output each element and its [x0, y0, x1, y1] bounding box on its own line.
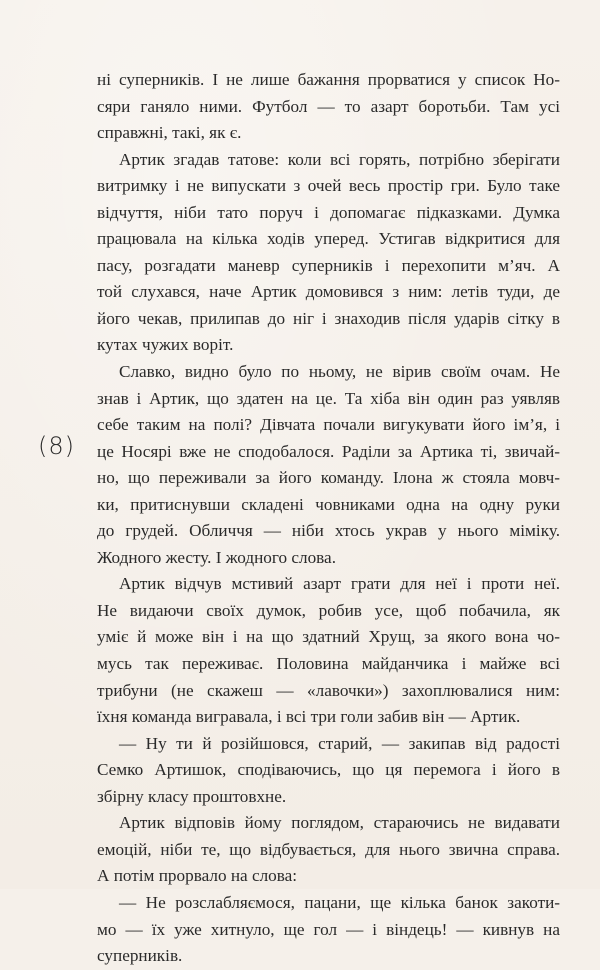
text-line: ні суперників. І не лише бажання прорватися у список Но-: [97, 70, 560, 89]
page-number: (8): [38, 432, 75, 460]
text-line: Артик відповів йому поглядом, стараючись не видавати: [119, 813, 560, 833]
text-line: збірну класу проштовхне.: [97, 786, 287, 806]
text-line: Не видаючи своїх думок, робив усе, щоб побачила, як: [97, 600, 560, 620]
text-line: кутах чужих воріт.: [97, 335, 234, 355]
text-line: його чекав, прилипав до ніг і знаходив після ударів сітку в: [97, 308, 560, 328]
text-line: Семко Артишок, сподіваючись, що ця перемога і його в: [97, 760, 560, 780]
text-line: — Ну ти й розійшовся, старий, — закипав від радості: [119, 733, 560, 753]
text-line: себе таким на полі? Дівчата почали вигукувати його ім’я, і: [97, 415, 560, 435]
text-line: Артик відчув мстивий азарт грати для неї і проти неї.: [119, 574, 560, 594]
body-text: [97, 67, 560, 970]
text-line: Славко, видно було по ньому, не вірив своїм очам. Не: [119, 362, 560, 382]
text-line: суперників.: [97, 946, 183, 966]
text-line: працювала на кілька ходів уперед. Устигав відкритися для: [97, 229, 560, 249]
text-line: до грудей. Обличчя — ніби хтось украв у нього міміку.: [97, 521, 560, 541]
text-line: Артик згадав татове: коли всі горять, потрібно зберігати: [119, 149, 560, 169]
text-line: трибуни (не скажеш — «лавочки») захоплювалися ним:: [97, 680, 560, 700]
text-line: — Не розслабляємося, пацани, ще кілька банок закоти-: [119, 892, 560, 912]
text-line: но, що переживали за його команду. Ілона ж стояла мовч-: [97, 468, 560, 488]
text-line: той слухався, наче Артик домовився з ним: летів туди, де: [97, 282, 560, 302]
text-line: емоцій, ніби те, що відбувається, для нього звична справа.: [97, 839, 560, 859]
text-line: А потім прорвало на слова:: [97, 866, 298, 886]
text-line: витримку і не випускати з очей весь простір гри. Було таке: [97, 176, 560, 196]
text-line: сяри ганяло ними. Футбол — то азарт боротьби. Там усі: [97, 96, 560, 116]
text-line: ки, притиснувши складені човниками одна на одну руки: [97, 494, 560, 514]
text-line: справжні, такі, як є.: [97, 123, 242, 143]
text-line: мусь так переживає. Половина майданчика і майже всі: [97, 654, 560, 674]
text-line: відчуття, ніби тато поруч і допомагає підказками. Думка: [97, 202, 560, 222]
text-line: мо — їх уже хитнуло, ще гол — і віндець! — кивнув на: [97, 919, 560, 939]
text-line: це Носярі вже не сподобалося. Раділи за Артика ті, звичай-: [97, 441, 560, 461]
text-line: знав і Артик, що здатен на це. Та хіба він один раз уявляв: [97, 388, 560, 408]
text-line: їхня команда вигравала, і всі три голи забив він — Артик.: [97, 707, 521, 727]
text-line: Жодного жесту. І жодного слова.: [97, 547, 336, 567]
text-line: уміє й може він і на що здатний Хрущ, за якого вона чо-: [97, 627, 560, 647]
text-line: пасу, розгадати маневр суперників і перехопити м’яч. А: [97, 255, 560, 275]
